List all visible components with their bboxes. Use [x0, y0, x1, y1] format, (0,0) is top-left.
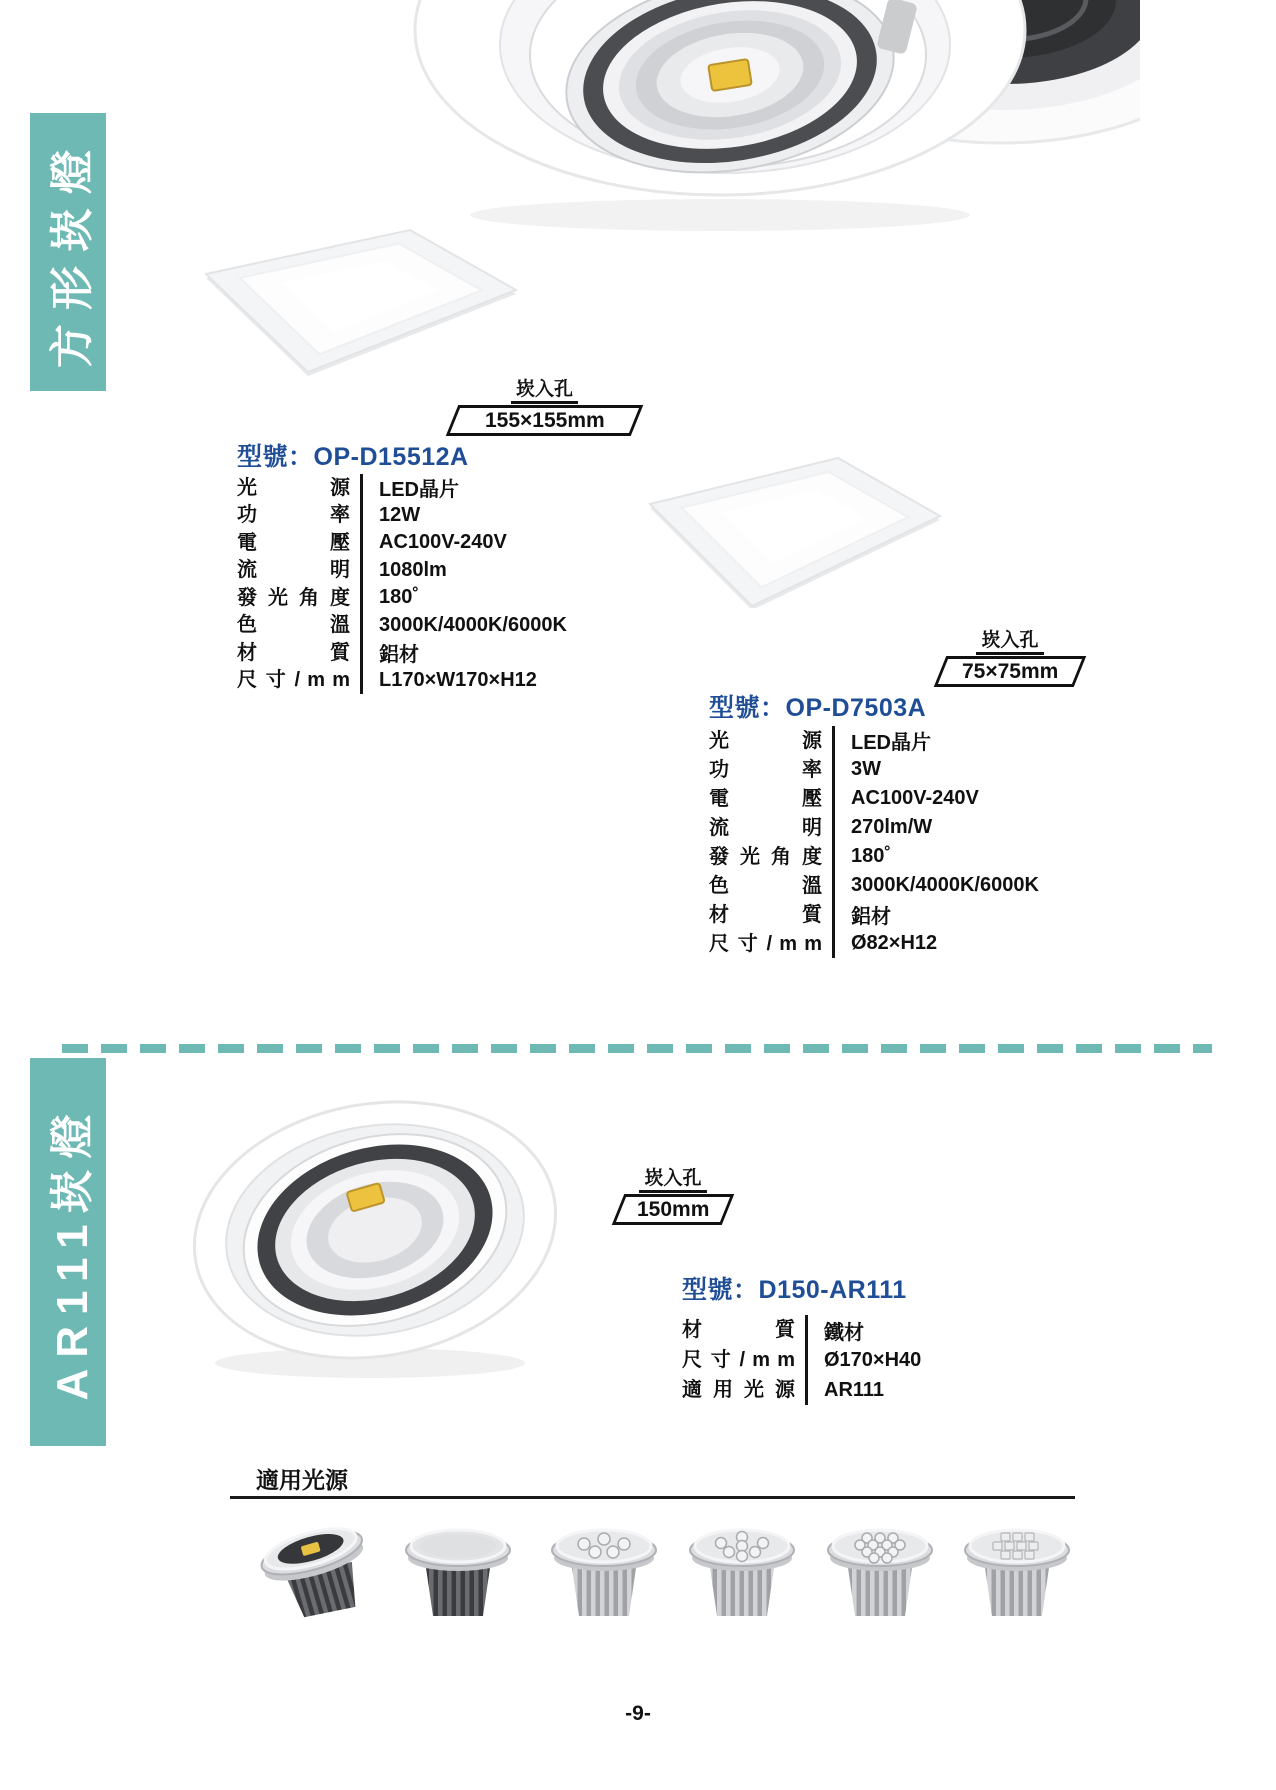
- spec-value: AR111: [805, 1375, 884, 1405]
- cutout-size-box: [612, 1194, 735, 1225]
- spec-value: 鐵材: [805, 1315, 864, 1345]
- spec-value: 270lm/W: [832, 813, 932, 842]
- spec-value: LED晶片: [360, 474, 459, 502]
- model-title: [709, 688, 926, 724]
- applicable-lamps-row: [240, 1516, 1090, 1624]
- cutout-size-box: [446, 405, 644, 436]
- spec-row: [682, 1345, 921, 1375]
- spec-label: 光 源: [237, 476, 350, 499]
- spec-label: 材 質: [237, 641, 350, 664]
- spec-table: [237, 474, 567, 694]
- section-tab-square-downlight: [30, 113, 106, 391]
- spec-label: 材 質: [709, 903, 822, 926]
- cutout-size-box: [934, 656, 1087, 687]
- spec-row: [237, 612, 567, 640]
- spec-label: 尺 寸 / m m: [682, 1349, 795, 1371]
- ar111-cob-lamp: [256, 1519, 379, 1624]
- spec-value: Ø170×H40: [805, 1345, 921, 1375]
- model-title: [682, 1270, 907, 1306]
- spec-value: AC100V-240V: [360, 529, 507, 557]
- model-number: OP-D15512A: [313, 443, 469, 471]
- applicable-lamps-rule: [230, 1496, 1075, 1499]
- spec-table: [682, 1315, 921, 1405]
- spec-value: 3000K/4000K/6000K: [832, 871, 1039, 900]
- model-label: 型號：: [709, 694, 786, 722]
- spec-table: [709, 726, 1039, 958]
- spec-label: 光 源: [709, 729, 822, 752]
- model-number: D150-AR111: [758, 1276, 907, 1304]
- spec-row: [709, 755, 1039, 784]
- spec-label: 發 光 角 度: [237, 586, 350, 609]
- spec-value: 鋁材: [360, 639, 419, 667]
- spec-label: 尺 寸 / m m: [709, 932, 822, 955]
- spec-label: 電 壓: [709, 787, 822, 810]
- spec-value: Ø82×H12: [832, 929, 937, 958]
- section-tab-ar111-downlight: [30, 1058, 106, 1446]
- spec-row: [237, 667, 567, 695]
- spec-row: [709, 726, 1039, 755]
- cutout-title: 崁入孔: [976, 630, 1043, 655]
- spec-value: 3000K/4000K/6000K: [360, 612, 567, 640]
- cutout-title: 崁入孔: [511, 379, 578, 404]
- ar111-7led-lamp: [690, 1530, 794, 1616]
- spec-label: 功 率: [709, 758, 822, 781]
- ar111-12led-lamp: [828, 1530, 932, 1616]
- spec-row: [709, 784, 1039, 813]
- section-divider: [62, 1044, 1212, 1053]
- gimbal-downlight-hero-photo: [390, 0, 1140, 240]
- spec-value: 12W: [360, 502, 420, 530]
- spec-label: 適 用 光 源: [682, 1379, 795, 1401]
- spec-value: L170×W170×H12: [360, 667, 537, 695]
- cutout-size: 155×155mm: [484, 409, 605, 432]
- spec-value: 180˚: [360, 584, 419, 612]
- spec-row: [237, 584, 567, 612]
- ar111-5led-lamp: [552, 1530, 656, 1616]
- model-label: 型號：: [682, 1276, 759, 1304]
- cutout-title: 崁入孔: [639, 1168, 706, 1193]
- spec-value: 鋁材: [832, 900, 891, 929]
- cutout-size: 75×75mm: [961, 660, 1059, 683]
- spec-value: 1080lm: [360, 557, 447, 585]
- spec-row: [709, 871, 1039, 900]
- spec-row: [237, 474, 567, 502]
- ar111-gimbal-downlight-photo: [185, 1058, 570, 1398]
- spec-value: AC100V-240V: [832, 784, 979, 813]
- cutout-label: [452, 379, 637, 436]
- ar111-frosted-lamp: [406, 1530, 510, 1616]
- square-panel-downlight-photo-small: [640, 450, 950, 608]
- spec-row: [237, 502, 567, 530]
- spec-label: 流 明: [709, 816, 822, 839]
- spec-label: 功 率: [237, 504, 350, 527]
- spec-value: LED晶片: [832, 726, 931, 755]
- spec-label: 材 質: [682, 1319, 795, 1341]
- model-label: 型號：: [237, 443, 314, 471]
- spec-label: 流 明: [237, 559, 350, 582]
- spec-row: [237, 639, 567, 667]
- spec-label: 色 溫: [709, 874, 822, 897]
- cutout-label: [618, 1168, 728, 1225]
- cutout-label: [940, 630, 1080, 687]
- spec-label: 電 壓: [237, 531, 350, 554]
- spec-row: [709, 842, 1039, 871]
- spec-row: [237, 529, 567, 557]
- model-number: OP-D7503A: [785, 694, 927, 722]
- spec-value: 180˚: [832, 842, 891, 871]
- spec-row: [709, 813, 1039, 842]
- ar111-15led-lamp: [965, 1530, 1069, 1616]
- spec-row: [237, 557, 567, 585]
- spec-label: 尺 寸 / m m: [237, 669, 350, 692]
- section-tab-label: AR111崁燈: [48, 1103, 97, 1401]
- applicable-lamps-heading: 適用光源: [256, 1467, 348, 1493]
- model-title: [237, 437, 469, 473]
- spec-row: [682, 1315, 921, 1345]
- square-panel-downlight-photo: [192, 224, 527, 376]
- spec-label: 色 溫: [237, 614, 350, 637]
- spec-row: [709, 929, 1039, 958]
- page-number: -9-: [625, 1702, 651, 1725]
- cutout-size: 150mm: [636, 1198, 710, 1221]
- spec-value: 3W: [832, 755, 881, 784]
- spec-label: 發 光 角 度: [709, 845, 822, 868]
- spec-row: [682, 1375, 921, 1405]
- section-tab-label: 方形崁燈: [48, 136, 97, 368]
- spec-row: [709, 900, 1039, 929]
